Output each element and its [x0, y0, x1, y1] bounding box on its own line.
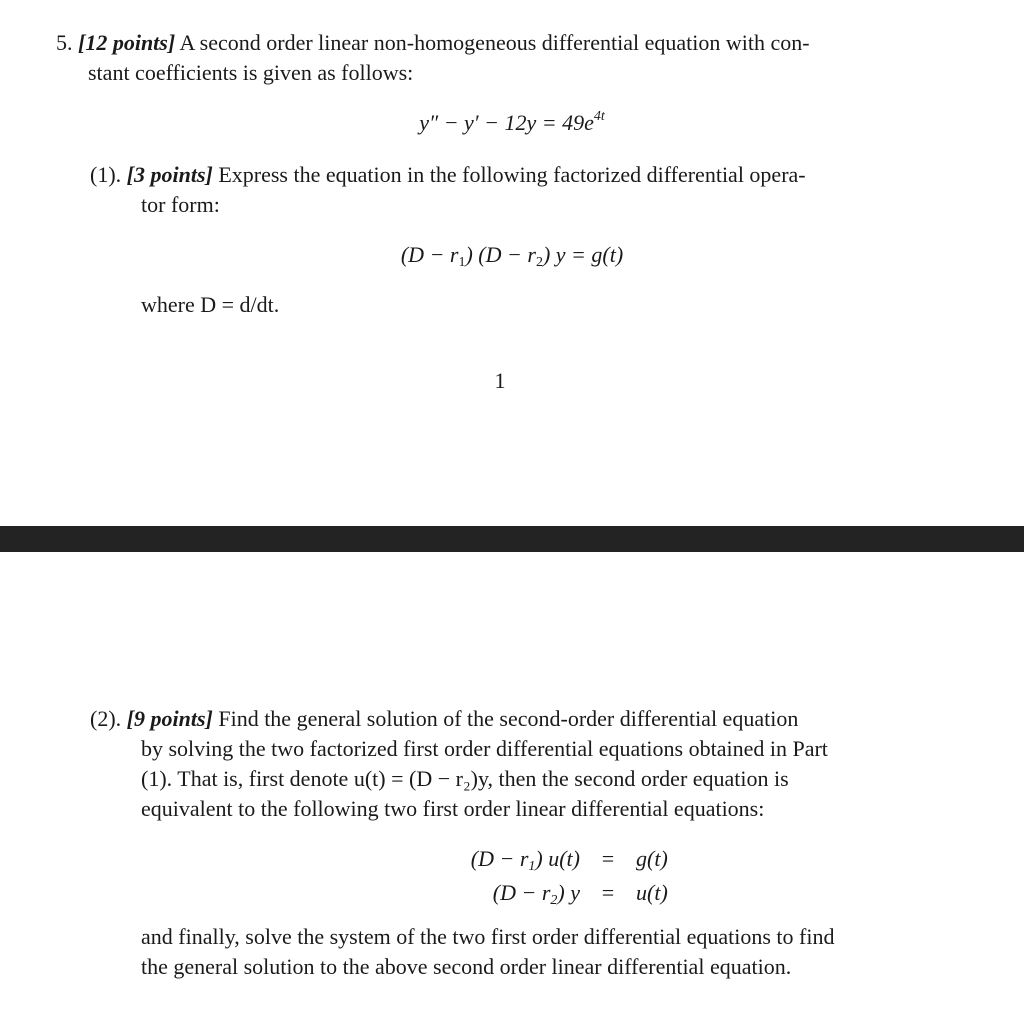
page-number: 1: [494, 368, 506, 393]
part1-line2: tor form:: [141, 192, 220, 217]
part1-points: [3 points]: [126, 162, 213, 187]
main-equation-exponent: 4t: [593, 109, 605, 124]
system-row2-lhs-b: ) y: [557, 880, 580, 905]
equation-system: [430, 842, 716, 910]
factorized-part-b: ) (D − r: [465, 242, 536, 267]
system-row1-lhs: [430, 842, 580, 876]
equation-system-row: [430, 842, 716, 876]
system-row1-sub: 1: [528, 859, 536, 874]
part2-line1: Find the general solution of the second-order differential equation: [218, 706, 799, 731]
system-row2-rhs: u(t): [636, 880, 668, 905]
part2-closing-line2: the general solution to the above second order linear differential equation.: [141, 954, 792, 979]
part1-line1: Express the equation in the following factorized differential opera-: [218, 162, 806, 187]
system-row1-rhs: g(t): [636, 846, 668, 871]
factorized-sub-b: 2: [535, 255, 543, 270]
problem-intro-line2: stant coefficients is given as follows:: [88, 60, 414, 85]
part2-line3: (1). That is, first denote u(t) = (D − r₂)y, then the second order equation is: [141, 766, 789, 791]
system-row1-op: =: [601, 846, 615, 871]
part2-header-line: [90, 704, 798, 734]
page-separator: [0, 526, 1024, 552]
part2-label: (2).: [90, 706, 122, 731]
factorized-equation: [0, 240, 1024, 270]
system-row1-lhs-b: ) u(t): [535, 846, 580, 871]
problem-header-line: [56, 28, 810, 58]
main-equation: [0, 108, 1024, 138]
part2-closing-line1: and finally, solve the system of the two first order differential equations to find: [141, 924, 835, 949]
part2-line4: equivalent to the following two first order linear differential equations:: [141, 796, 765, 821]
system-row2-lhs-a: (D − r: [492, 880, 551, 905]
equation-system-row: [430, 876, 716, 910]
part2-points: [9 points]: [126, 706, 213, 731]
system-row1-lhs-a: (D − r: [470, 846, 529, 871]
main-equation-lhs: y″ − y′ − 12y = 49e: [419, 110, 594, 135]
problem-intro-line1: A second order linear non-homogeneous differential equation with con-: [179, 30, 810, 55]
part1-where-text: where D = d/dt.: [141, 292, 280, 317]
part1-header-line: [90, 160, 806, 190]
system-row2-lhs: [430, 876, 580, 910]
system-row2-op: =: [601, 880, 615, 905]
factorized-part-a: (D − r: [400, 242, 459, 267]
factorized-sub-a: 1: [458, 255, 466, 270]
problem-number: 5.: [56, 30, 73, 55]
part1-label: (1).: [90, 162, 122, 187]
factorized-part-c: ) y = g(t): [542, 242, 624, 267]
problem-points: [12 points]: [78, 30, 176, 55]
part2-line2: by solving the two factorized first order differential equations obtained in Part: [141, 736, 828, 761]
system-row2-sub: 2: [550, 893, 558, 908]
